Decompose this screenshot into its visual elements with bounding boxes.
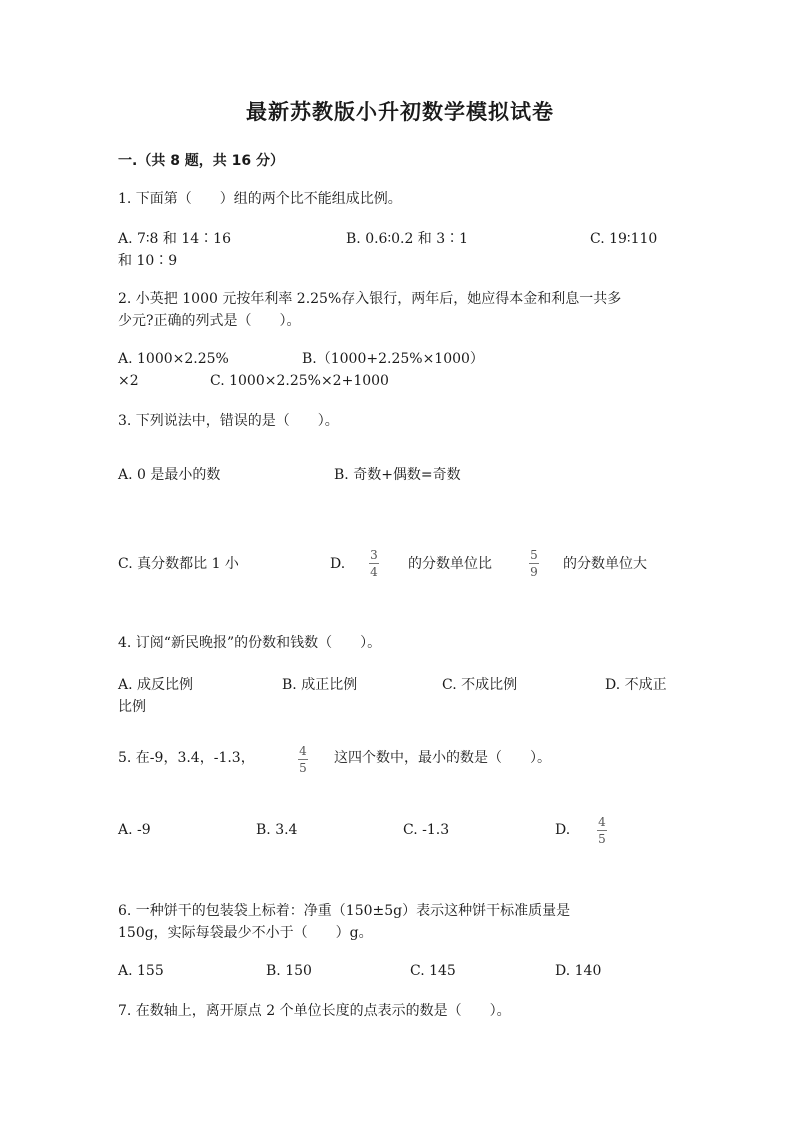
q5-fraction-4-5 <box>298 744 308 775</box>
q4-option-d: D. 不成正 <box>605 677 667 693</box>
fraction-denominator: 5 <box>598 832 606 846</box>
q1-option-c: C. 19∶110 <box>590 231 658 247</box>
fraction-bar <box>298 759 308 760</box>
question-5-prefix: 5. 在-9，3.4，-1.3， <box>118 750 255 766</box>
q5-option-c: C. -1.3 <box>403 822 450 838</box>
q5-option-a: A. -9 <box>118 822 151 838</box>
fraction-bar <box>529 563 539 564</box>
question-4: 4. 订阅“新民晚报”的份数和钱数（ ）。 <box>118 635 382 651</box>
page-title: 最新苏教版小升初数学模拟试卷 <box>246 100 554 124</box>
q6-option-b: B. 150 <box>266 963 312 979</box>
question-3: 3. 下列说法中，错误的是（ ）。 <box>118 413 339 429</box>
question-1: 1. 下面第（ ）组的两个比不能组成比例。 <box>118 191 402 207</box>
question-2-line-2: 少元?正确的列式是（ ）。 <box>118 313 301 329</box>
q3-option-d-prefix: D. <box>330 556 346 572</box>
q6-option-d: D. 140 <box>555 963 602 979</box>
q3-option-d-middle: 的分数单位比 <box>408 556 492 572</box>
q3-option-d-suffix: 的分数单位大 <box>563 556 647 572</box>
fraction-numerator: 3 <box>370 548 378 562</box>
fraction-numerator: 4 <box>598 815 606 829</box>
q5-option-d-fraction <box>597 815 607 846</box>
q2-option-b-wrap: ×2 <box>118 373 139 389</box>
fraction-bar <box>597 830 607 831</box>
fraction-denominator: 9 <box>530 565 538 579</box>
question-6-line-1: 6. 一种饼干的包装袋上标着：净重（150±5g）表示这种饼干标准质量是 <box>118 903 571 919</box>
q5-option-b: B. 3.4 <box>256 822 298 838</box>
q6-option-a: A. 155 <box>118 963 164 979</box>
section-heading: 一.（共 8 题，共 16 分） <box>118 153 285 169</box>
q3-option-a: A. 0 是最小的数 <box>118 467 221 483</box>
q3-fraction-5-9 <box>529 548 539 579</box>
q4-option-a: A. 成反比例 <box>118 677 194 693</box>
fraction-numerator: 5 <box>530 548 538 562</box>
q4-option-c: C. 不成比例 <box>442 677 518 693</box>
q3-fraction-3-4 <box>369 548 379 579</box>
question-5-suffix: 这四个数中，最小的数是（ ）。 <box>334 750 551 766</box>
q6-option-c: C. 145 <box>410 963 456 979</box>
q1-option-a: A. 7∶8 和 14∶16 <box>118 231 231 247</box>
q2-option-c: C. 1000×2.25%×2+1000 <box>210 373 389 389</box>
q5-option-d-prefix: D. <box>555 822 571 838</box>
fraction-denominator: 5 <box>299 761 307 775</box>
question-6-line-2: 150g，实际每袋最少不小于（ ）g。 <box>118 925 373 941</box>
fraction-numerator: 4 <box>299 744 307 758</box>
q3-option-b: B. 奇数+偶数=奇数 <box>334 467 461 483</box>
q1-option-c-wrap: 和 10∶9 <box>118 253 178 269</box>
q1-option-b: B. 0.6∶0.2 和 3∶1 <box>346 231 469 247</box>
q4-option-d-wrap: 比例 <box>118 699 146 715</box>
q4-option-b: B. 成正比例 <box>282 677 358 693</box>
fraction-denominator: 4 <box>370 565 378 579</box>
q2-option-a: A. 1000×2.25% <box>118 351 229 367</box>
question-2-line-1: 2. 小英把 1000 元按年利率 2.25%存入银行，两年后，她应得本金和利息一共多 <box>118 291 622 307</box>
q3-option-c: C. 真分数都比 1 小 <box>118 556 239 572</box>
fraction-bar <box>369 563 379 564</box>
q2-option-b: B.（1000+2.25%×1000） <box>302 351 484 367</box>
question-7: 7. 在数轴上，离开原点 2 个单位长度的点表示的数是（ ）。 <box>118 1003 511 1019</box>
